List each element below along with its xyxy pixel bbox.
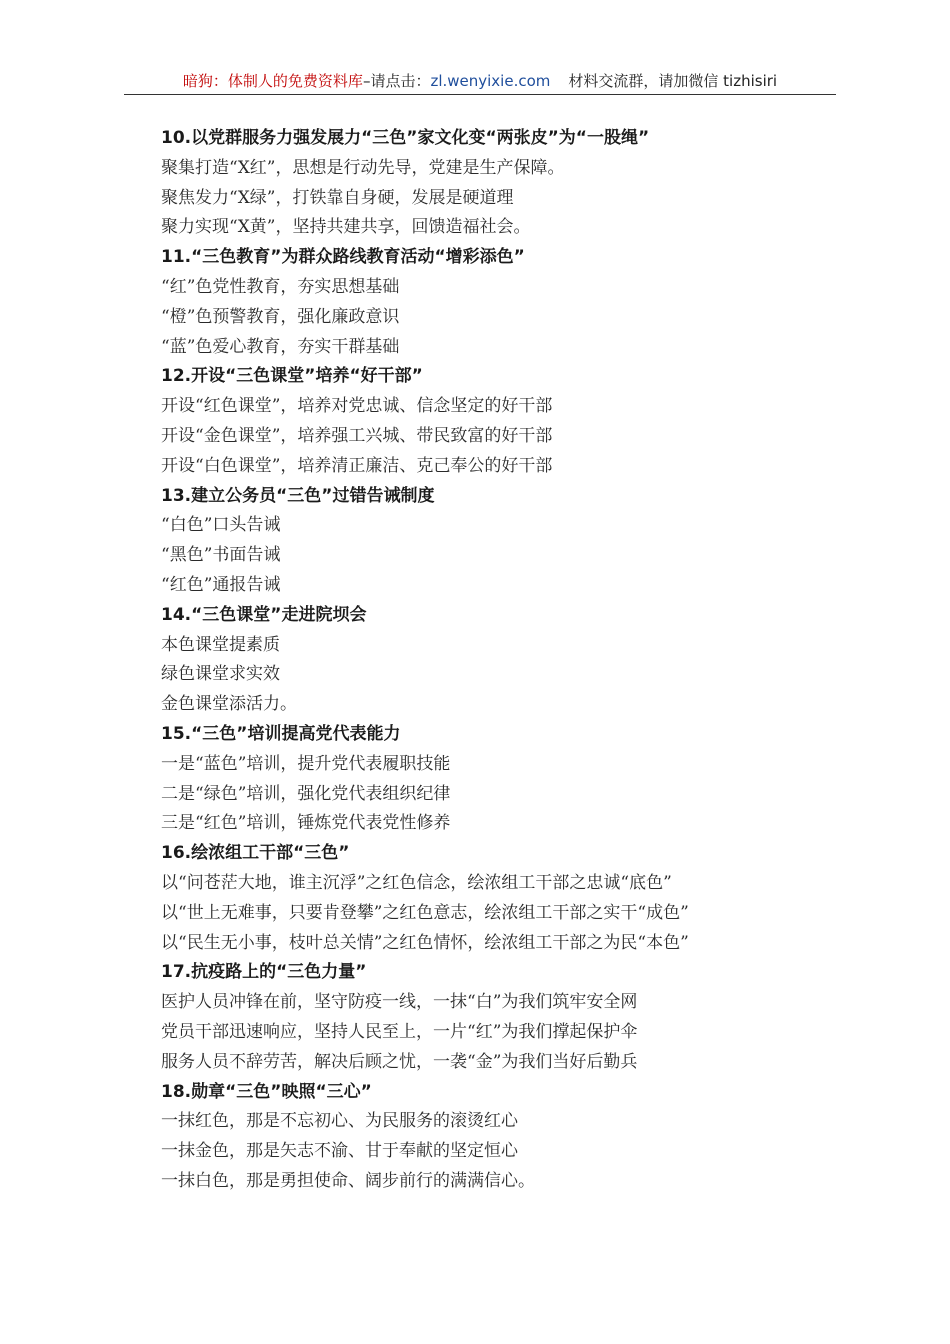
section-line: “橙”色预警教育，强化廉政意识 [161, 306, 400, 327]
section-line: 医护人员冲锋在前，坚守防疫一线，一抹“白”为我们筑牢安全网 [161, 992, 638, 1013]
section-13 [161, 482, 821, 601]
section-heading: 17.抗疫路上的“三色力量” [161, 962, 367, 983]
section-18 [161, 1078, 821, 1197]
section-line: “红色”通报告诫 [161, 574, 281, 595]
section-line: 以“民生无小事，枝叶总关情”之红色情怀，绘浓组工干部之为民“本色” [161, 932, 689, 953]
section-line: “红”色党性教育，夯实思想基础 [161, 276, 400, 297]
section-line: 聚集打造“X红”，思想是行动先导，党建是生产保障。 [161, 157, 565, 178]
section-16 [161, 839, 821, 958]
section-14 [161, 601, 821, 720]
header-url-link[interactable]: zl.wenyixie.com [430, 72, 551, 90]
section-heading: 10.以党群服务力强发展力“三色”家文化变“两张皮”为“一股绳” [161, 128, 650, 148]
section-line: “黑色”书面告诫 [161, 545, 281, 566]
section-line: 本色课堂提素质 [161, 634, 280, 655]
section-line: “白色”口头告诫 [161, 515, 281, 536]
section-line: 一抹红色，那是不忘初心、为民服务的滚烫红心 [161, 1111, 518, 1132]
header-brand: 暗狗：体制人的免费资料库 [182, 72, 363, 90]
section-line: 以“问苍茫大地，谁主沉浮”之红色信念，绘浓组工干部之忠诚“底色” [161, 872, 672, 893]
section-line: 绿色课堂求实效 [161, 664, 280, 685]
header-group-note: 材料交流群，请加微信 tizhisiri [568, 72, 778, 90]
document-body [161, 124, 821, 1197]
section-line: 以“世上无难事，只要肯登攀”之红色意志，绘浓组工干部之实干“成色” [161, 902, 689, 923]
section-15 [161, 720, 821, 839]
section-17 [161, 958, 821, 1077]
section-line: 党员干部迅速响应，坚持人民至上，一片“红”为我们撑起保护伞 [161, 1021, 638, 1042]
section-line: 开设“白色课堂”，培养清正廉洁、克己奉公的好干部 [161, 455, 553, 476]
section-line: 聚力实现“X黄”，坚持共建共享，回馈造福社会。 [161, 217, 531, 238]
section-10 [161, 124, 821, 243]
section-line: 一抹金色，那是矢志不渝、甘于奉献的坚定恒心 [161, 1141, 518, 1162]
section-12 [161, 362, 821, 481]
section-heading: 14.“三色课堂”走进院坝会 [161, 604, 367, 625]
section-line: 一是“蓝色”培训，提升党代表履职技能 [161, 753, 451, 774]
section-line: 金色课堂添活力。 [161, 694, 297, 715]
section-11 [161, 243, 821, 362]
section-line: 二是“绿色”培训，强化党代表组织纪律 [161, 783, 451, 804]
section-heading: 15.“三色”培训提高党代表能力 [161, 723, 401, 744]
page-header [124, 68, 836, 95]
header-click-prompt: –请点击： [362, 72, 431, 90]
section-line: 三是“红色”培训，锤炼党代表党性修养 [161, 813, 451, 834]
section-line: “蓝”色爱心教育，夯实干群基础 [161, 336, 400, 357]
section-line: 开设“金色课堂”，培养强工兴城、带民致富的好干部 [161, 425, 553, 446]
section-heading: 18.勋章“三色”映照“三心” [161, 1081, 372, 1102]
section-heading: 16.绘浓组工干部“三色” [161, 843, 350, 864]
section-line: 聚焦发力“X绿”，打铁靠自身硬，发展是硬道理 [161, 187, 514, 208]
section-line: 服务人员不辞劳苦，解决后顾之忧，一袭“金”为我们当好后勤兵 [161, 1051, 638, 1072]
section-heading: 11.“三色教育”为群众路线教育活动“增彩添色” [161, 247, 525, 268]
section-line: 一抹白色，那是勇担使命、阔步前行的满满信心。 [161, 1170, 535, 1191]
section-heading: 13.建立公务员“三色”过错告诫制度 [161, 485, 435, 506]
section-line: 开设“红色课堂”，培养对党忠诚、信念坚定的好干部 [161, 396, 553, 417]
section-heading: 12.开设“三色课堂”培养“好干部” [161, 366, 423, 387]
